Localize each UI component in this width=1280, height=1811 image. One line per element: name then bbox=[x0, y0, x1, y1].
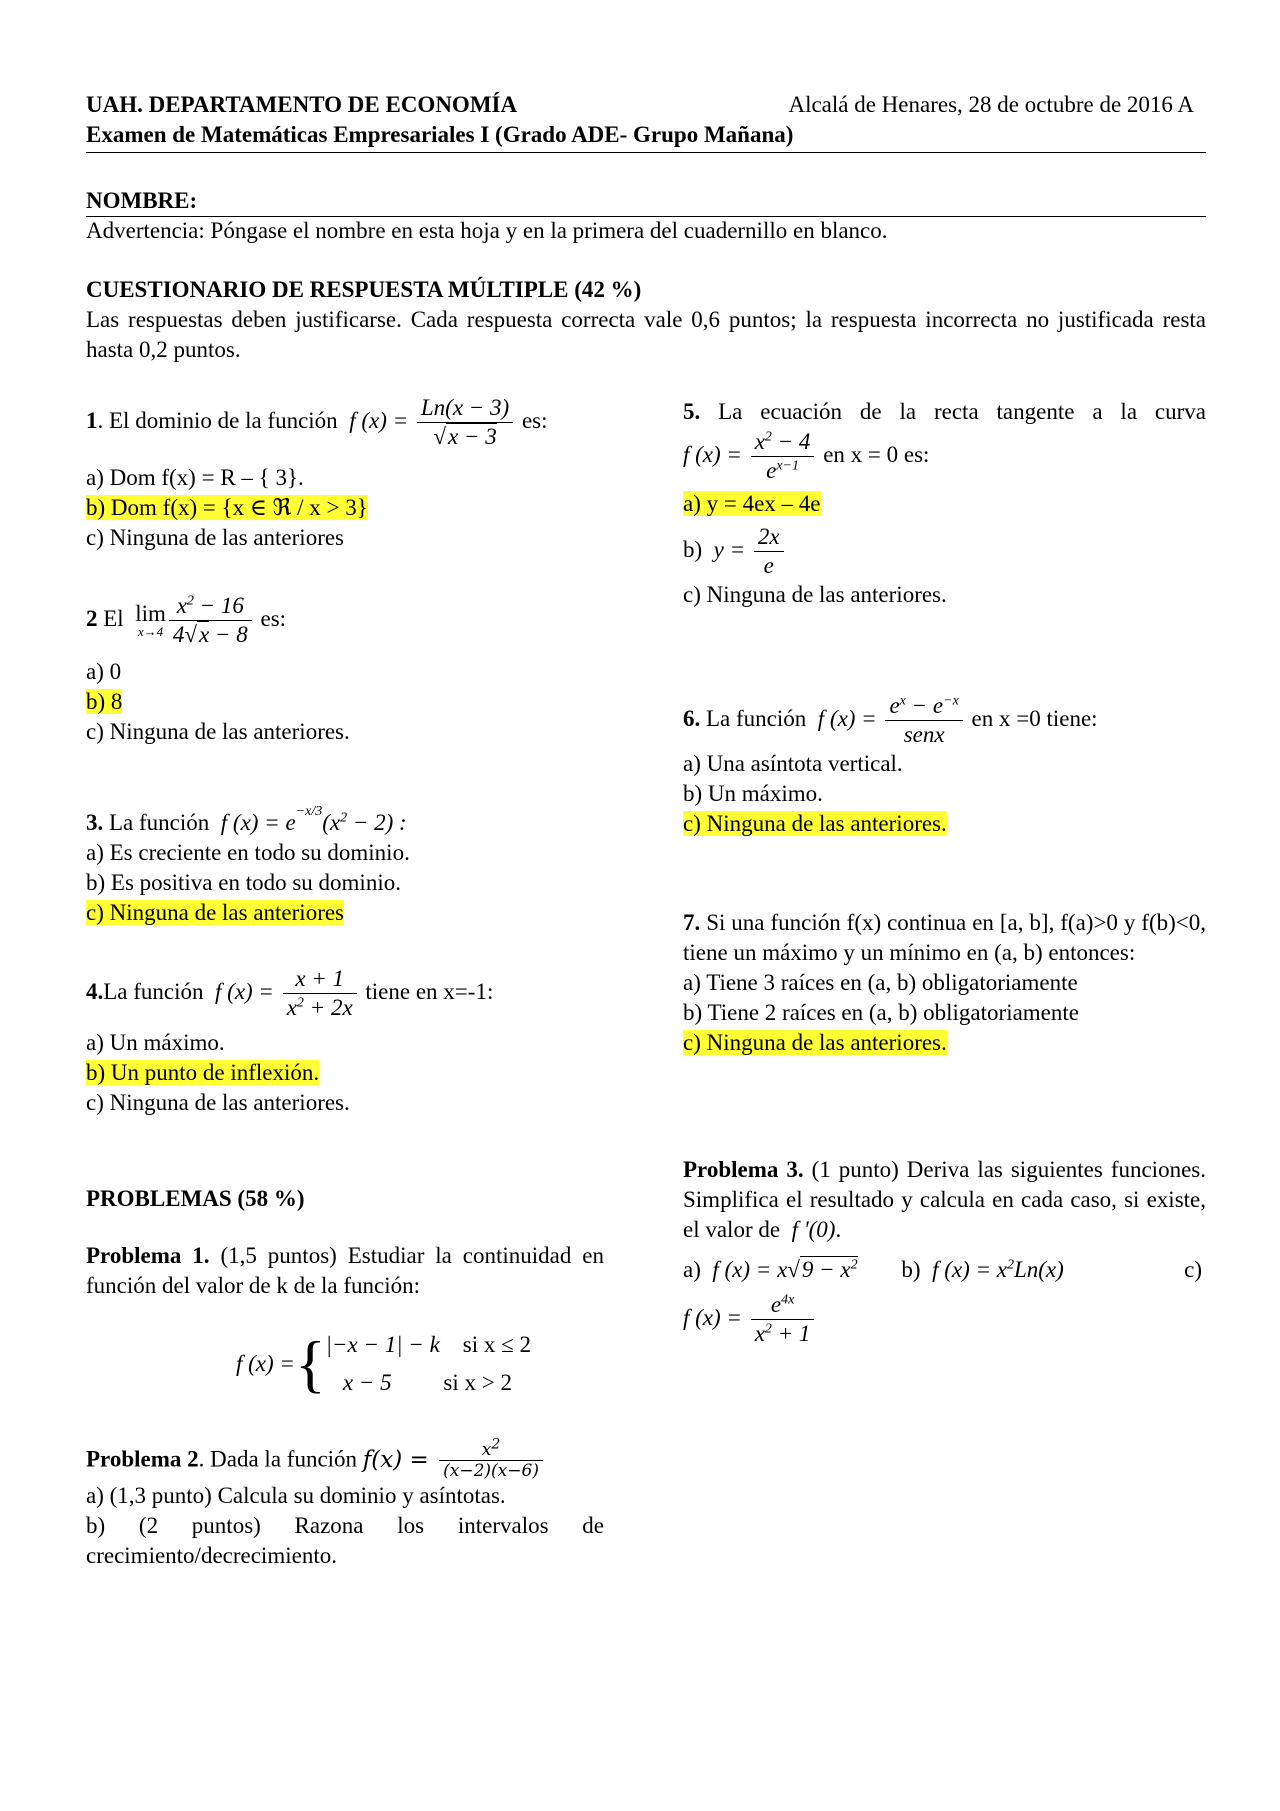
piecewise-cases: |−x − 1| − k si x ≤ 2 x − 5 si x > 2 bbox=[325, 1332, 531, 1395]
problem-3-stem: Problema 3. (1 punto) Deriva las siguientes funciones. Simplifica el resultado y calcula en cada caso, si existe, el valor de f '(0). bbox=[683, 1157, 1206, 1242]
q4-option-c: c) Ninguna de las anteriores. bbox=[86, 1090, 350, 1115]
name-label: NOMBRE: bbox=[86, 188, 198, 213]
question-5-lead: La ecuación de la recta tangente a la curva bbox=[700, 399, 1206, 424]
q1-option-a: a) Dom f(x) = R – { 3}. bbox=[86, 465, 304, 490]
p3-item-a-formula: f $(x) = x√9 - x^2$ bbox=[706, 1257, 858, 1282]
q6-option-a: a) Una asíntota vertical. bbox=[683, 751, 903, 776]
p3-item-c-label: c) bbox=[1184, 1257, 1202, 1282]
department-name: UAH. DEPARTAMENTO DE ECONOMÍA bbox=[86, 92, 518, 117]
case-1-condition: si x ≤ 2 bbox=[462, 1332, 531, 1357]
question-3-lead: La función bbox=[103, 810, 210, 835]
p3-items bbox=[683, 1255, 1206, 1285]
problem-2-stem bbox=[86, 1436, 604, 1481]
question-6-lead: La función bbox=[700, 705, 807, 731]
question-4-tail: tiene en x=-1: bbox=[365, 978, 494, 1004]
problem-2-text: . Dada la función bbox=[198, 1446, 358, 1472]
question-4-stem bbox=[86, 965, 604, 1022]
p3-item-b-formula: f $(x) = x^2Ln(x)$ bbox=[926, 1257, 1064, 1282]
q2-option-b: b) 8 bbox=[86, 689, 123, 714]
problem-1-label: Problema 1. bbox=[86, 1243, 210, 1268]
question-3-stem bbox=[86, 804, 604, 838]
q4-option-a: a) Un máximo. bbox=[86, 1030, 225, 1055]
question-2-stem: 2 El lim x→4 $\frac{x^2 - 16}{4√x - 8}$ es: bbox=[86, 593, 287, 647]
exam-page bbox=[86, 0, 1206, 1811]
q1-option-b: b) Dom f(x) = {x ∈ ℜ / x > 3} bbox=[86, 495, 368, 520]
problem-3 bbox=[683, 1155, 1206, 1348]
problem-2 bbox=[86, 1436, 604, 1571]
problems-title: PROBLEMAS (58 %) bbox=[86, 1186, 305, 1211]
p2-part-b: b) (2 puntos) Razona los intervalos de crecimiento/decrecimiento. bbox=[86, 1513, 604, 1568]
question-6-tail: en x =0 tiene: bbox=[971, 705, 1098, 731]
q4-formula: f (x) = $\frac{x + 1}{x^2 + 2x}$ bbox=[209, 979, 359, 1004]
q7-option-c: c) Ninguna de las anteriores. bbox=[683, 1030, 947, 1055]
q7-option-a: a) Tiene 3 raíces en (a, b) obligatoriamente bbox=[683, 970, 1078, 995]
question-7 bbox=[683, 908, 1206, 1058]
question-5-stem bbox=[683, 397, 1206, 427]
q6-option-b: b) Un máximo. bbox=[683, 781, 823, 806]
question-4-lead: La función bbox=[103, 978, 204, 1004]
q6-option-c: c) Ninguna de las anteriores. bbox=[683, 811, 947, 836]
question-2-tail: es: bbox=[260, 605, 287, 631]
question-5-tail: en x = 0 es: bbox=[823, 441, 930, 467]
question-1-number: 1 bbox=[86, 407, 98, 433]
p2-part-a: a) (1,3 punto) Calcula su dominio y asíntotas. bbox=[86, 1483, 506, 1508]
problem-1-text: (1,5 puntos) Estudiar la continuidad en función del valor de k de la función: bbox=[86, 1243, 604, 1298]
p3-item-c-formula: f (x) = $\frac{e^{4x}}{x^2 + 1}$ bbox=[683, 1305, 817, 1330]
question-6 bbox=[683, 692, 1206, 839]
exam-header bbox=[86, 90, 1206, 150]
q3-option-a: a) Es creciente en todo su dominio. bbox=[86, 840, 410, 865]
q1-formula: f (x) = $\frac{Ln(x - 3)}{√x - 3}$ bbox=[343, 408, 516, 433]
q2-option-c: c) Ninguna de las anteriores. bbox=[86, 719, 350, 744]
question-2 bbox=[86, 592, 604, 747]
question-5-number: 5. bbox=[683, 399, 701, 424]
questionnaire-title: CUESTIONARIO DE RESPUESTA MÚLTIPLE (42 %) bbox=[86, 277, 642, 302]
q5-option-a: a) y = 4ex – 4e bbox=[683, 491, 821, 516]
q1-option-c: c) Ninguna de las anteriores bbox=[86, 525, 345, 550]
question-7-number: 7. bbox=[683, 910, 701, 935]
q6-formula: f (x) = $\frac{e^x - e^{-x}}{\text{senx}}$ bbox=[812, 706, 966, 731]
question-1-tail: es: bbox=[521, 407, 548, 433]
p3-item-a-label: a) bbox=[683, 1257, 701, 1282]
problem-1-piecewise: f (x) ={ |−x − 1| − k si x ≤ 2 x − 5 si x > 2 bbox=[236, 1326, 616, 1402]
question-7-text: Si una función f(x) continua en [a, b], f(a)>0 y f(b)<0, tiene un máximo y un mínimo en (a, b) entonces: bbox=[683, 910, 1206, 965]
question-6-stem bbox=[683, 692, 1206, 749]
q3-option-c: c) Ninguna de las anteriores bbox=[86, 900, 345, 925]
q5-option-b-formula: y = $\frac{2x}{e}$ bbox=[708, 537, 787, 562]
question-1 bbox=[86, 394, 604, 553]
question-6-number: 6. bbox=[683, 705, 701, 731]
q7-option-b: b) Tiene 2 raíces en (a, b) obligatoriamente bbox=[683, 1000, 1079, 1025]
q5-formula: f (x) = $\frac{x^2 - 4}{e^{x-1}}$ bbox=[683, 442, 817, 467]
q5-option-b-label: b) bbox=[683, 536, 703, 562]
question-4 bbox=[86, 965, 604, 1118]
case-2-condition: si x > 2 bbox=[443, 1370, 512, 1395]
problem-1 bbox=[86, 1241, 604, 1301]
question-5 bbox=[683, 428, 1206, 610]
question-3 bbox=[86, 804, 604, 928]
q3-formula: f $(x) = e^{-x/3}(x^2 - 2)$ : bbox=[215, 804, 407, 835]
p3-derivative-notation: f '(0) bbox=[785, 1217, 836, 1242]
q4-option-b: b) Un punto de inflexión. bbox=[86, 1060, 320, 1085]
q2-limit: lim x→4 bbox=[135, 600, 166, 639]
p2-formula: f(x) = $\frac{x^2}{(x-2)(x-6)}$ bbox=[363, 1447, 546, 1473]
q3-option-b: b) Es positiva en todo su dominio. bbox=[86, 870, 401, 895]
question-4-number: 4. bbox=[86, 978, 104, 1004]
problem-3-label: Problema 3. bbox=[683, 1157, 804, 1182]
name-warning: Advertencia: Póngase el nombre en esta hoja y en la primera del cuadernillo en blanco. bbox=[86, 218, 888, 243]
p3-item-b-label: b) bbox=[901, 1257, 921, 1282]
header-divider bbox=[86, 152, 1206, 153]
q5-option-c: c) Ninguna de las anteriores. bbox=[683, 582, 947, 607]
question-7-stem bbox=[683, 908, 1206, 968]
question-1-stem bbox=[86, 394, 604, 451]
place-date: Alcalá de Henares, 28 de octubre de 2016 A bbox=[788, 92, 1194, 117]
question-1-lead: . El dominio de la función bbox=[97, 407, 338, 433]
question-3-number: 3. bbox=[86, 810, 104, 835]
exam-title: Examen de Matemáticas Empresariales I (Grado ADE- Grupo Mañana) bbox=[86, 122, 794, 147]
q2-option-a: a) 0 bbox=[86, 659, 122, 684]
problem-2-label: Problema 2 bbox=[86, 1446, 199, 1472]
problem-3-text: (1 punto) Deriva las siguientes funciones. Simplifica el resultado y calcula en cada caso, si existe, el valor de bbox=[683, 1157, 1206, 1242]
questionnaire-instructions: Las respuestas deben justificarse. Cada respuesta correcta vale 0,6 puntos; la respuesta incorrecta no justificada resta hasta 0,2 puntos. bbox=[86, 307, 1206, 362]
question-2-number: 2 bbox=[86, 605, 98, 631]
question-2-lead: El bbox=[97, 605, 124, 631]
